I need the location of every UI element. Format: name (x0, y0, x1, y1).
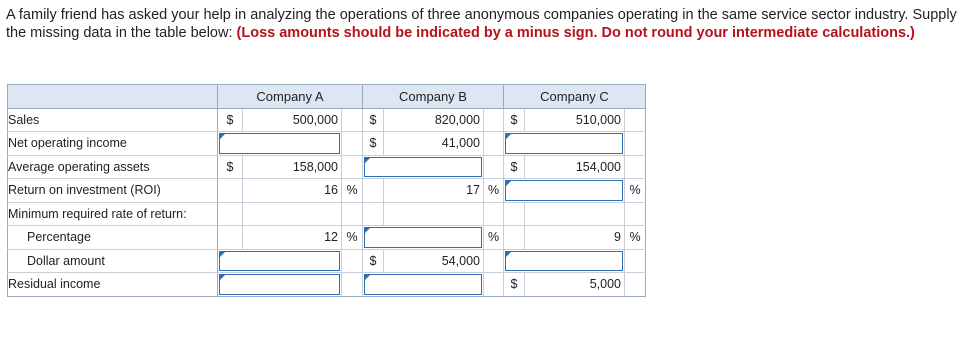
header-blank (8, 85, 218, 109)
row-min-rate (8, 202, 646, 226)
row-label-roi: Return on investment (ROI) (8, 179, 218, 203)
header-company-c: Company C (504, 85, 646, 109)
percent-sign: % (487, 230, 500, 245)
percent-sign: % (487, 183, 500, 198)
sales-b-value: 820,000 (434, 112, 480, 127)
noi-c-input[interactable] (505, 133, 623, 154)
roi-c-input[interactable] (505, 180, 623, 201)
dollar-sign: $ (226, 112, 234, 127)
assets-a-value: 158,000 (292, 159, 338, 174)
input-flag-icon (365, 158, 370, 163)
assets-b-input[interactable] (364, 157, 482, 178)
header-company-a: Company A (218, 85, 363, 109)
input-flag-icon (506, 252, 511, 257)
dollar-sign: $ (510, 277, 518, 292)
percent-sign: % (629, 230, 641, 245)
instructions-text: A family friend has asked your help in analyzing the operations of three anonymous companies operating in the same service sector industry. Supply the missing data in the table below: (6, 7, 957, 41)
input-flag-icon (365, 275, 370, 280)
percent-sign: % (346, 230, 358, 245)
row-assets (8, 155, 646, 179)
dollar-sign: $ (510, 112, 518, 127)
header-company-b: Company B (363, 85, 504, 109)
noi-a-input[interactable] (219, 133, 340, 154)
row-label-percentage: Percentage (8, 226, 218, 250)
row-residual (8, 273, 646, 297)
row-noi (8, 132, 646, 156)
input-flag-icon (220, 275, 225, 280)
residual-a-input[interactable] (219, 274, 340, 295)
row-label-noi: Net operating income (8, 132, 218, 156)
input-flag-icon (365, 228, 370, 233)
row-label-dollar-amount: Dollar amount (8, 249, 218, 273)
input-flag-icon (506, 181, 511, 186)
row-percentage (8, 226, 646, 250)
percent-sign: % (346, 183, 358, 198)
sales-a-value: 500,000 (292, 112, 338, 127)
dollar-amount-c-input[interactable] (505, 251, 623, 272)
row-roi (8, 179, 646, 203)
row-label-min-rate: Minimum required rate of return: (8, 202, 218, 226)
dollar-amount-a-input[interactable] (219, 251, 340, 272)
dollar-sign: $ (369, 253, 377, 268)
assets-c-value: 154,000 (575, 159, 621, 174)
roi-a-value: 16 (324, 183, 338, 198)
dollar-sign: $ (369, 136, 377, 151)
sales-c-value: 510,000 (575, 112, 621, 127)
percent-sign: % (629, 183, 641, 198)
row-label-residual: Residual income (8, 273, 218, 297)
percentage-c-value: 9 (614, 230, 621, 245)
row-dollar-amount (8, 249, 646, 273)
row-sales (8, 108, 646, 132)
data-table (7, 84, 646, 297)
input-flag-icon (220, 134, 225, 139)
percentage-b-input[interactable] (364, 227, 482, 248)
row-label-assets: Average operating assets (8, 155, 218, 179)
instructions (6, 6, 966, 42)
residual-b-input[interactable] (364, 274, 482, 295)
residual-c-value: 5,000 (589, 277, 621, 292)
input-flag-icon (220, 252, 225, 257)
instructions-warning: (Loss amounts should be indicated by a minus sign. Do not round your intermediate calculations.) (236, 25, 915, 41)
percentage-a-value: 12 (324, 230, 338, 245)
row-label-sales: Sales (8, 108, 218, 132)
noi-b-value: 41,000 (441, 136, 480, 151)
dollar-sign: $ (369, 112, 377, 127)
dollar-sign: $ (510, 159, 518, 174)
roi-b-value: 17 (466, 183, 480, 198)
input-flag-icon (506, 134, 511, 139)
dollar-sign: $ (226, 159, 234, 174)
dollar-amount-b-value: 54,000 (441, 253, 480, 268)
